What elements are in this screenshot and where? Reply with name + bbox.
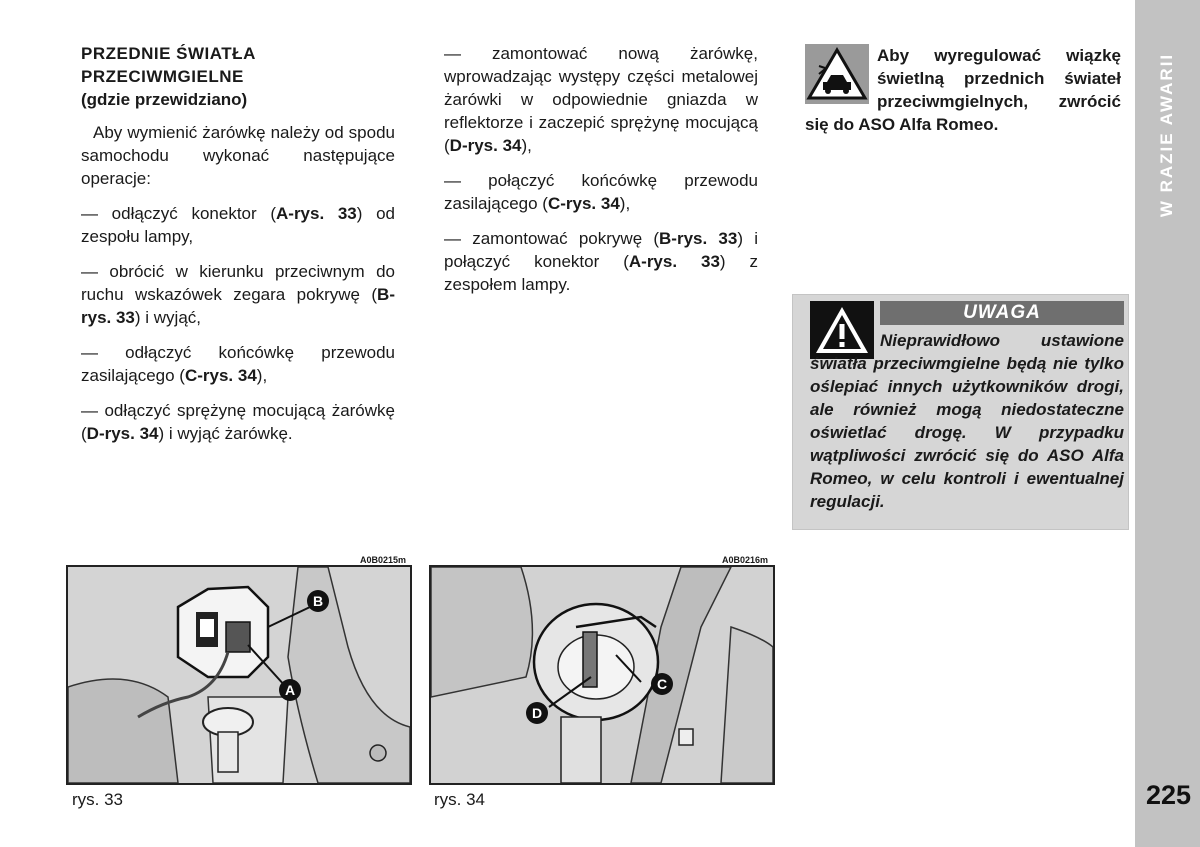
step-paragraph: — obrócić w kierunku przeciwnym do ruchu wskazówek zegara pokrywę (B-rys. 33) i wyjąć,	[81, 262, 395, 327]
figure-caption: rys. 33	[72, 790, 124, 809]
figure-reference: A-rys. 33	[276, 204, 357, 223]
note-text: Aby wyregulować wiązkę świetlną przednich świateł przeciwmgielnych, zwrócić się do ASO Alfa Romeo.	[805, 46, 1121, 134]
side-tab	[1135, 0, 1200, 847]
step-paragraph: — połączyć końcówkę przewodu zasilającego (C-rys. 34),	[444, 171, 758, 213]
figure-reference: A-rys. 33	[628, 252, 720, 271]
callout-label: A	[284, 682, 296, 698]
figure-33-image	[66, 565, 412, 785]
figure-reference: D-rys. 34	[449, 136, 522, 155]
figure-reference: C-rys. 34	[184, 366, 257, 385]
step-paragraph: — zamontować pokrywę (B-rys. 33) i połączyć konektor (A-rys. 33) z zespołem lampy.	[444, 229, 758, 294]
step-paragraph: — odłączyć konektor (A-rys. 33) od zespołu lampy,	[81, 204, 395, 246]
figure-code: A0B0216m	[722, 555, 769, 565]
step-paragraph: — odłączyć sprężynę mocującą żarówkę (D-rys. 34) i wyjąć żarówkę.	[81, 401, 395, 443]
warning-box	[792, 294, 1129, 530]
figure-reference: B-rys. 33	[81, 285, 395, 327]
left-column	[81, 42, 395, 457]
intro-paragraph: Aby wymienić żarówkę należy od spodu samochodu wykonać następujące operacje:	[81, 123, 395, 188]
callout-label: D	[531, 705, 543, 721]
section-subtitle: (gdzie przewidziano)	[81, 90, 248, 109]
step-paragraph: — odłączyć końcówkę przewodu zasilającego (C-rys. 34),	[81, 343, 395, 385]
callout-label: B	[312, 593, 324, 609]
figure-reference: B-rys. 33	[659, 229, 738, 248]
figure-code: A0B0215m	[360, 555, 407, 565]
middle-column	[444, 42, 758, 308]
step-paragraph: — zamontować nową żarówkę, wprowadzając występy części metalowej żarówki w odpowiednie gniazda w reflektorze i zaczepić sprężynę mocującą (D-rys. 34),	[444, 44, 758, 155]
info-note	[805, 44, 1121, 136]
warning-title: UWAGA	[880, 301, 1124, 325]
figure-34-image	[429, 565, 775, 785]
figure-reference: C-rys. 34	[547, 194, 620, 213]
page-number: 225	[1146, 780, 1192, 810]
figure-reference: D-rys. 34	[86, 424, 159, 443]
section-title: PRZEDNIE ŚWIATŁA PRZECIWMGIELNE (gdzie przewidziano)	[81, 42, 395, 111]
warning-text: Nieprawidłowo ustawione światła przeciwmgielne będą nie tylko oślepiać innych użytkowników drogi, ale również mogą niedostateczne oświetlać drogę. W przypadku wątpliwości zwrócić się do ASO Alfa Romeo, w celu kontroli i ewentualnej regulacji.	[810, 331, 1124, 511]
figure-caption: rys. 34	[434, 790, 486, 809]
callout-label: C	[656, 676, 668, 692]
car-adjust-icon	[805, 44, 869, 104]
side-tab-label: W RAZIE AWARII	[1157, 52, 1176, 218]
